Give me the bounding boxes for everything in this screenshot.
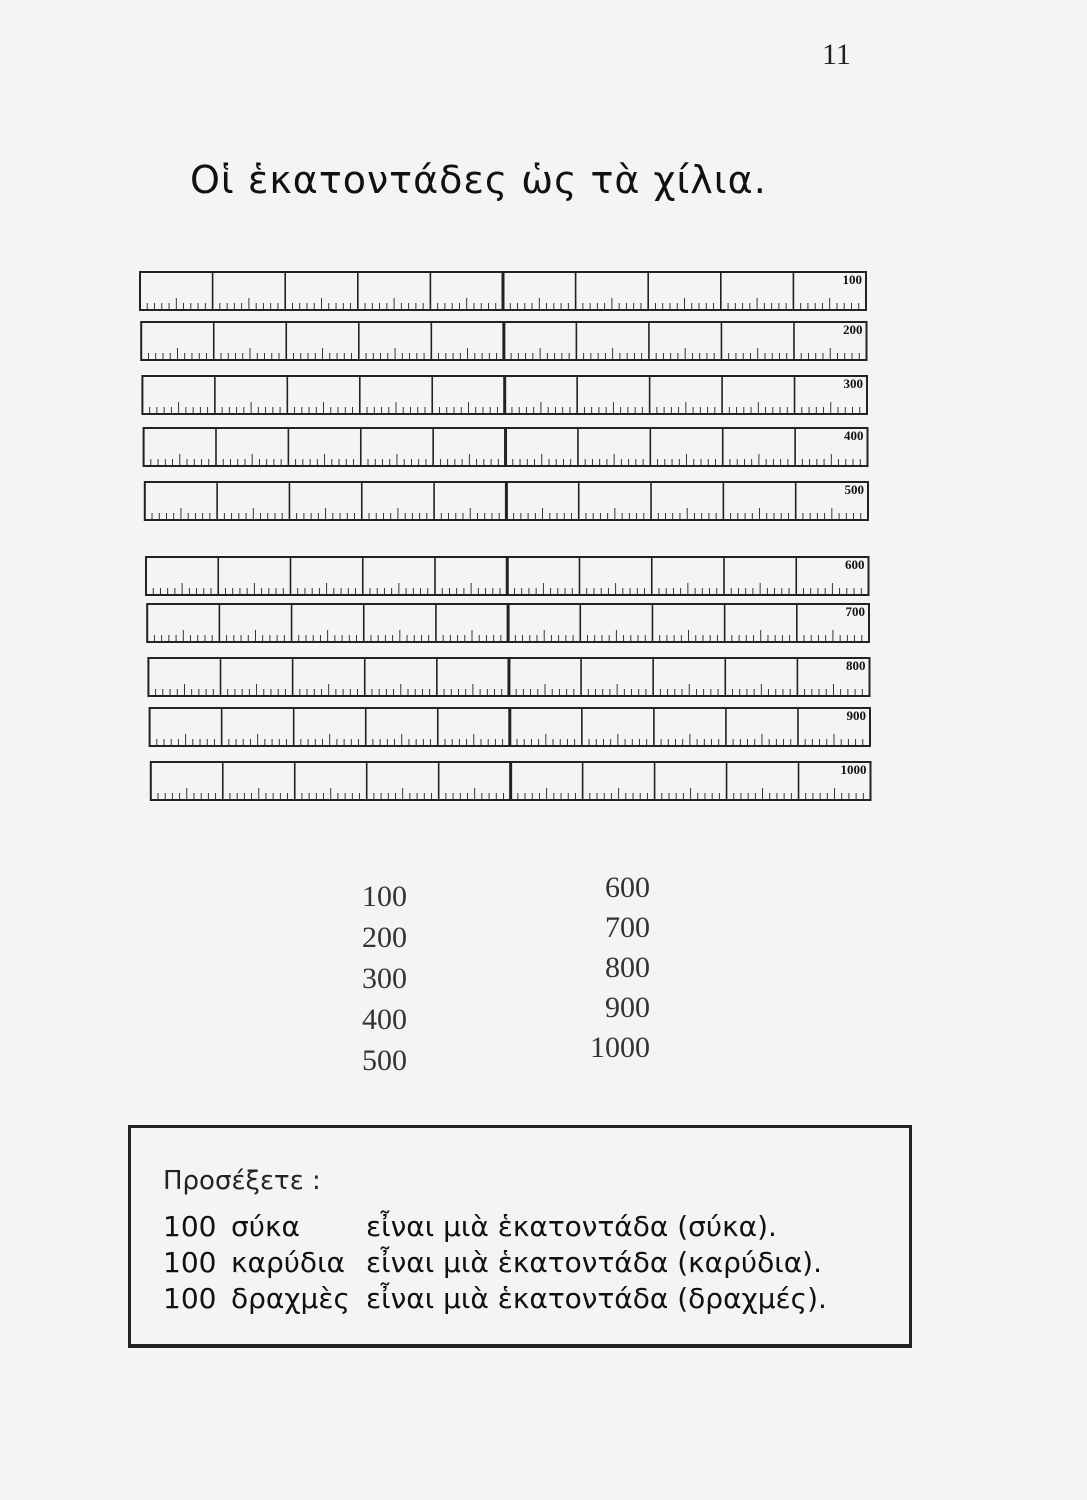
numbers-left-column — [362, 876, 407, 1081]
ruler-label: 1000 — [840, 762, 867, 777]
ruler-400 — [144, 428, 868, 466]
ruler-label: 800 — [846, 658, 866, 673]
notice-qty: 100 — [163, 1282, 217, 1315]
ruler-200 — [141, 322, 866, 360]
ruler-100 — [140, 272, 866, 310]
page-title: Οἱ ἑκατοντάδες ὡς τὰ χίλια. — [190, 158, 767, 202]
ruler-900 — [150, 708, 870, 746]
notice-line-figs — [163, 1210, 777, 1243]
number-900: 900 — [605, 991, 650, 1024]
ruler-600 — [146, 557, 869, 595]
ruler-label: 200 — [843, 322, 863, 337]
number-200: 200 — [362, 921, 407, 954]
notice-qty: 100 — [163, 1210, 217, 1243]
notice-text: εἶναι μιὰ ἑκατοντάδα (δραχμές). — [366, 1282, 827, 1315]
notice-qty: 100 — [163, 1246, 217, 1279]
ruler-label: 700 — [845, 604, 865, 619]
number-1000: 1000 — [590, 1031, 650, 1064]
ruler-label: 900 — [846, 708, 866, 723]
ruler-800 — [148, 658, 869, 696]
ruler-label: 500 — [844, 482, 864, 497]
ruler-300 — [142, 376, 867, 414]
number-800: 800 — [605, 951, 650, 984]
number-500: 500 — [362, 1044, 407, 1077]
ruler-label: 400 — [844, 428, 864, 443]
notice-line-walnuts — [163, 1246, 822, 1279]
numbers-right-column — [580, 868, 650, 1068]
page-number: 11 — [822, 38, 851, 71]
notice-item: σύκα — [231, 1210, 300, 1243]
notice-item: δραχμὲς — [231, 1282, 350, 1315]
ruler-label: 600 — [845, 557, 865, 572]
ruler-700 — [147, 604, 869, 642]
number-400: 400 — [362, 1003, 407, 1036]
ruler-label: 100 — [842, 272, 862, 287]
notice-box — [128, 1125, 912, 1348]
notice-item: καρύδια — [231, 1246, 345, 1279]
notice-text: εἶναι μιὰ ἑκατοντάδα (σύκα). — [366, 1210, 777, 1243]
notice-title: Προσέξετε : — [163, 1166, 321, 1196]
ruler-500 — [145, 482, 868, 520]
number-100: 100 — [362, 880, 407, 913]
number-600: 600 — [605, 871, 650, 904]
ruler-1000 — [151, 762, 871, 800]
ruler-label: 300 — [843, 376, 863, 391]
notice-text: εἶναι μιὰ ἑκατοντάδα (καρύδια). — [366, 1246, 822, 1279]
number-700: 700 — [605, 911, 650, 944]
notice-line-drachmas — [163, 1282, 827, 1315]
number-300: 300 — [362, 962, 407, 995]
